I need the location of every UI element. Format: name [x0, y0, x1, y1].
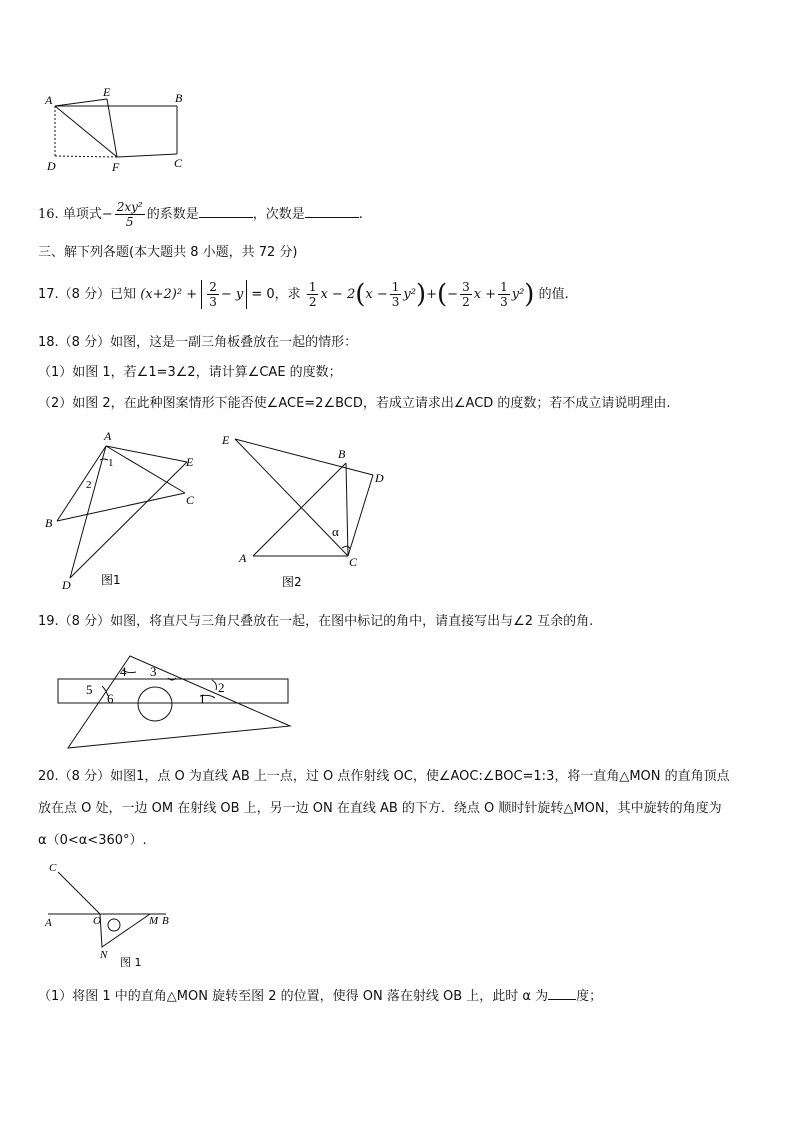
label-A: A: [45, 93, 53, 107]
q16-prefix: 单项式: [62, 207, 102, 222]
q17-expr1: (x+2)² +: [140, 287, 198, 302]
q18f1-BC: [57, 493, 185, 521]
q17-abs-den: 3: [209, 295, 217, 309]
q17-one-den: 3: [500, 295, 508, 309]
q18f2-ED: [235, 439, 373, 475]
q16-comma: ，次数是: [252, 207, 305, 222]
q18f1-label-B: B: [45, 516, 53, 530]
q18f2-DC: [348, 475, 373, 556]
q18f2-label-B: B: [338, 447, 346, 461]
q20-triangle-MON: [100, 914, 150, 947]
q20-line-3: α（0<α<360°）.: [38, 833, 147, 848]
q20-blank-alpha[interactable]: [548, 986, 576, 1000]
q17-third-den: 3: [391, 295, 400, 309]
q17-abs: [201, 280, 247, 309]
q20-ray-OC: [58, 872, 100, 914]
question-17: [38, 280, 569, 309]
q17-y2: y²: [403, 287, 416, 302]
q19-figure-ruler-triangle: [50, 644, 300, 754]
q19-triangle: [68, 656, 290, 748]
segment-DF: [55, 156, 117, 157]
q18f1-label-1: 1: [108, 457, 114, 469]
q20-line-1: 20.（8 分）如图1，点 O 为直线 AB 上一点，过 O 点作射线 OC，使∠AOC:∠BOC=1:3，将一直角△MON 的直角顶点: [38, 769, 730, 784]
q18f1-angle-1-arc: [100, 459, 108, 460]
q18-figure-2: [218, 426, 398, 594]
label-C: C: [174, 156, 183, 170]
q19-head: 19.（8 分）如图，将直尺与三角尺叠放在一起，在图中标记的角中，请直接写出与∠2 互余的角.: [38, 614, 594, 629]
q18f2-label-D: D: [375, 471, 384, 485]
q17-paren-open-1: (: [355, 279, 366, 310]
q18f2-label-C: C: [349, 555, 358, 569]
q16-minus: −: [101, 207, 113, 222]
q20-line-2: 放在点 O 处，一边 OM 在射线 OB 上，另一边 ON 在直线 AB 的下方．绕点 O 顺时针旋转△MON，其中旋转的角度为: [38, 801, 722, 816]
q20-triangle-hole: [108, 919, 120, 931]
q17-thr-den: 2: [462, 295, 470, 309]
q18f2-BC: [346, 463, 348, 556]
q17-y2b: y²: [511, 287, 525, 302]
q19-label-1: 1: [199, 691, 206, 706]
figure-rectangle-fold: [40, 84, 200, 174]
q19-triangle-hole: [138, 687, 172, 721]
question-16: [38, 200, 363, 229]
q17-head: 17.（8 分）已知: [38, 287, 137, 302]
q17-half-den: 2: [308, 295, 317, 309]
q17-half-num: 1: [308, 280, 317, 294]
q17-eq0: = 0，求: [251, 287, 301, 302]
q19-label-2: 2: [218, 680, 225, 695]
segment-AF: [55, 106, 117, 157]
q17-x-plus: x +: [473, 287, 497, 302]
q16-blank-degree[interactable]: [305, 204, 359, 218]
q17-inner1: x −: [365, 287, 388, 302]
q16-end: .: [358, 207, 363, 222]
q17-paren-close-1: ): [415, 279, 427, 310]
q18f1-AE: [106, 446, 187, 462]
q18f2-label-A: A: [239, 551, 247, 565]
q18f1-label-C: C: [186, 493, 195, 507]
q20-figure-1: [38, 858, 188, 973]
q18f1-label-A: A: [104, 429, 112, 443]
segment-AE: [55, 99, 107, 106]
q20-caption: 图 1: [120, 956, 142, 969]
q16-number: 16.: [38, 207, 59, 222]
q16-fraction: [115, 200, 145, 229]
q20-label-M: M: [149, 915, 159, 927]
q16-middle: 的系数是: [146, 207, 199, 222]
q17-abs-tail: − y: [220, 287, 244, 302]
section-3-title: 三、解下列各题(本大题共 8 小题，共 72 分): [38, 245, 298, 260]
q17-term1: x − 2: [320, 287, 356, 302]
q18f1-label-D: D: [62, 578, 71, 592]
q20-label-C: C: [49, 862, 57, 874]
q18f2-label-alpha: α: [332, 524, 339, 539]
q17-one-num: 1: [500, 280, 508, 294]
label-E: E: [103, 85, 111, 99]
q18f2-AB: [253, 463, 346, 556]
q20-part-1: [38, 986, 602, 1006]
q17-one-third: [498, 280, 510, 309]
label-B: B: [175, 91, 183, 105]
q17-half: [307, 280, 319, 309]
q18f1-caption: 图1: [101, 573, 121, 587]
q19-angle-2-arc: [212, 680, 217, 690]
q18-head: 18.（8 分）如图，这是一副三角板叠放在一起的情形：: [38, 335, 358, 350]
q17-abs-num: 2: [209, 280, 217, 294]
q18f1-label-E: E: [186, 455, 194, 469]
q18f2-caption: 图2: [282, 575, 302, 589]
q20-label-O: O: [93, 915, 101, 927]
q19-ruler: [58, 679, 288, 703]
q17-plus: +: [426, 287, 438, 302]
q17-paren-close-2: ): [524, 279, 535, 310]
q20-label-N: N: [100, 949, 108, 961]
label-F: F: [112, 160, 120, 174]
q18-part2: （2）如图 2，在此种图案情形下能否使∠ACE=2∠BCD，若成立请求出∠ACD 的度数；若不成立请说明理由.: [38, 396, 671, 411]
q17-tail: 的值.: [538, 287, 569, 302]
q18f1-AD: [70, 446, 106, 578]
q18-part1: （1）如图 1，若∠1=3∠2，请计算∠CAE 的度数；: [38, 365, 342, 380]
q19-label-5: 5: [86, 682, 93, 697]
label-D: D: [47, 159, 56, 173]
q20-label-A: A: [45, 917, 52, 929]
q18f2-alpha-arc: [342, 546, 350, 549]
q20-part1-text: （1）将图 1 中的直角△MON 旋转至图 2 的位置，使得 ON 落在射线 OB 上，此时 α 为: [38, 989, 549, 1004]
q17-thr-num: 3: [462, 280, 470, 294]
q17-third-num: 1: [391, 280, 400, 294]
q17-third: [390, 280, 402, 309]
q18-figure-1: [40, 426, 210, 594]
q20-part1-end: 度；: [576, 989, 603, 1004]
q16-frac-den: 5: [125, 215, 134, 229]
segment-EF: [107, 99, 117, 157]
q16-frac-num: 2xy²: [116, 200, 143, 214]
q18f1-label-2: 2: [86, 479, 92, 491]
q17-neg: −: [447, 287, 459, 302]
q19-label-4: 4: [120, 664, 127, 679]
q17-three-halves: [460, 280, 472, 309]
q16-blank-coefficient[interactable]: [199, 204, 253, 218]
q19-label-6: 6: [107, 691, 114, 706]
q17-abs-frac: [207, 280, 219, 309]
q18f1-AC: [106, 446, 185, 493]
q18f2-label-E: E: [222, 433, 230, 447]
segment-CF: [117, 154, 177, 157]
q19-label-3: 3: [150, 664, 157, 679]
q17-paren-open-2: (: [437, 279, 448, 310]
q20-label-B: B: [162, 915, 169, 927]
q18f1-AB: [57, 446, 106, 521]
